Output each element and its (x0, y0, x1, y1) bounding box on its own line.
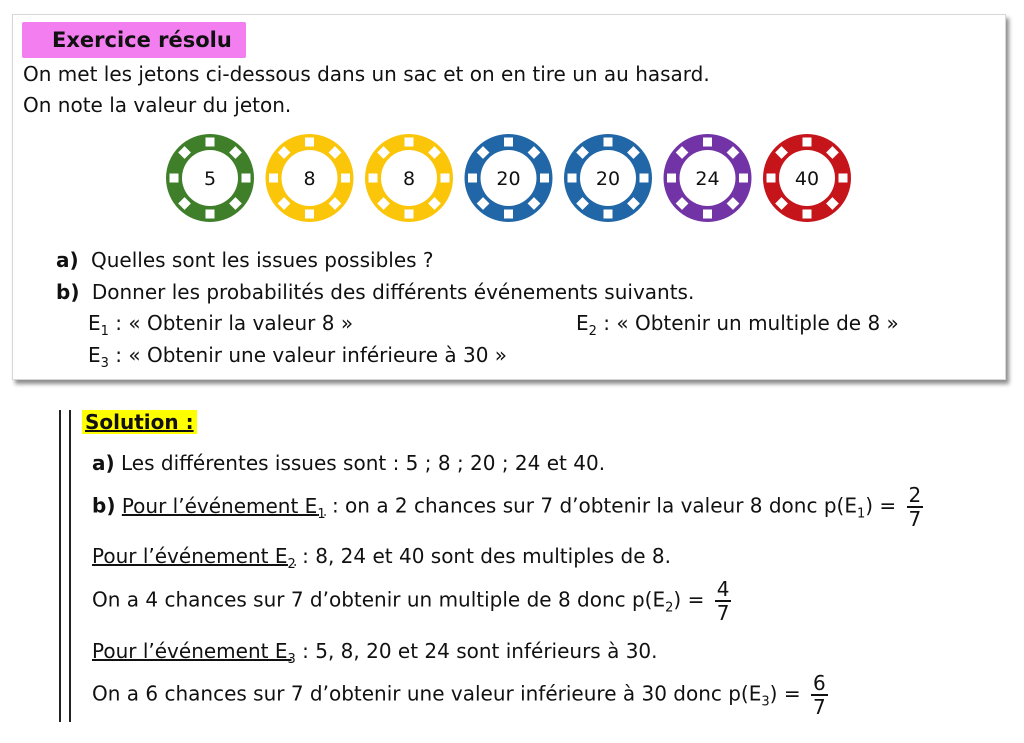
token-3 (365, 134, 453, 222)
exercise-tag-label: Exercice résolu (52, 28, 232, 52)
solution-b3-line2-text: On a 6 chances sur 7 d’obtenir une valeur inférieure à 30 donc p(E (92, 681, 762, 706)
solution-b-label: b) (92, 493, 116, 518)
solution-b1-text: : on a 2 chances sur 7 d’obtenir la valeur 8 donc p(E (325, 493, 857, 518)
fraction-b2-numerator: 4 (716, 577, 730, 601)
question-a-text: Quelles sont les issues possibles ? (91, 248, 434, 272)
solution-b1 (92, 484, 923, 530)
intro-line-2: On note la valeur du jeton. (23, 93, 292, 117)
solution-b2-end: ) = (673, 587, 705, 612)
question-b (56, 280, 694, 304)
fraction-b2-denominator: 7 (716, 601, 730, 625)
event-e3-sub: 3 (100, 356, 109, 371)
exercise-tag (22, 22, 246, 58)
token-4 (465, 134, 553, 222)
event-e1-sub: 1 (100, 324, 109, 339)
solution-b3-sub2: 3 (761, 694, 770, 710)
solution-b3-end: ) = (769, 681, 801, 706)
solution-b2-line2-text: On a 4 chances sur 7 d’obtenir un multiple de 8 donc p(E (92, 587, 666, 612)
intro-line-1: On met les jetons ci-dessous dans un sac et on en tire un au hasard. (23, 62, 710, 86)
solution-b1-sub2: 1 (856, 506, 866, 522)
event-e2-sub: 2 (588, 324, 597, 339)
solution-b1-end: ) = (865, 493, 897, 518)
event-e3 (88, 343, 507, 371)
solution-b2-sub2: 2 (665, 600, 674, 616)
solution-b2-line2 (92, 578, 731, 624)
token-value: 20 (496, 168, 521, 190)
token-value: 40 (794, 168, 820, 190)
question-b-label: b) (56, 280, 80, 304)
token-1 (166, 134, 254, 222)
fraction-b3-denominator: 7 (812, 695, 826, 719)
solution-a-label: a) (92, 451, 115, 475)
solution-b3-line1 (92, 639, 658, 667)
tokens-svg (166, 132, 856, 224)
tokens-row (166, 132, 856, 224)
event-e2-letter: E (576, 311, 589, 335)
fraction-b1-denominator: 7 (908, 507, 922, 531)
token-6 (664, 134, 752, 222)
token-7 (763, 134, 851, 222)
solution-b2-text: : 8, 24 et 40 sont des multiples de 8. (295, 544, 671, 568)
question-a (56, 248, 434, 272)
question-b-text: Donner les probabilités des différents événements suivants. (91, 280, 695, 304)
event-e1-text: : « Obtenir la valeur 8 » (108, 311, 354, 335)
solution-margin-bars (59, 410, 71, 722)
event-e1 (88, 311, 353, 339)
fraction-b1 (907, 484, 924, 530)
solution-b3-head: Pour l’événement $E_3$ (92, 639, 296, 667)
fraction-b1-numerator: 2 (908, 483, 922, 507)
token-value: 20 (595, 168, 621, 190)
question-a-label: a) (56, 248, 79, 272)
solution-b2-head: Pour l’événement $E_2$ (92, 544, 296, 572)
solution-b3-text: : 5, 8, 20 et 24 sont inférieurs à 30. (295, 639, 658, 663)
token-2 (266, 134, 354, 222)
token-value: 24 (695, 168, 720, 190)
solution-b3-line2 (92, 672, 828, 718)
solution-a-text: Les différentes issues sont : 5 ; 8 ; 20 ; 24 et 40. (121, 451, 606, 475)
token-value: 8 (402, 168, 416, 190)
fraction-b3 (811, 672, 828, 718)
event-e2 (576, 311, 899, 339)
event-e3-letter: E (88, 343, 101, 367)
fraction-b3-numerator: 6 (812, 671, 826, 695)
token-value: 5 (203, 168, 217, 190)
fraction-b2 (715, 578, 732, 624)
event-e1-letter: E (88, 311, 101, 335)
token-value: 8 (303, 168, 316, 190)
solution-b2-line1 (92, 544, 671, 572)
solution-title: Solution : (82, 410, 197, 434)
solution-a (92, 451, 605, 475)
token-5 (564, 134, 652, 222)
solution-b1-head: Pour l’événement $E_1$ (121, 493, 326, 522)
event-e3-text: : « Obtenir une valeur inférieure à 30 » (108, 343, 508, 367)
event-e2-text: : « Obtenir un multiple de 8 » (596, 311, 899, 335)
